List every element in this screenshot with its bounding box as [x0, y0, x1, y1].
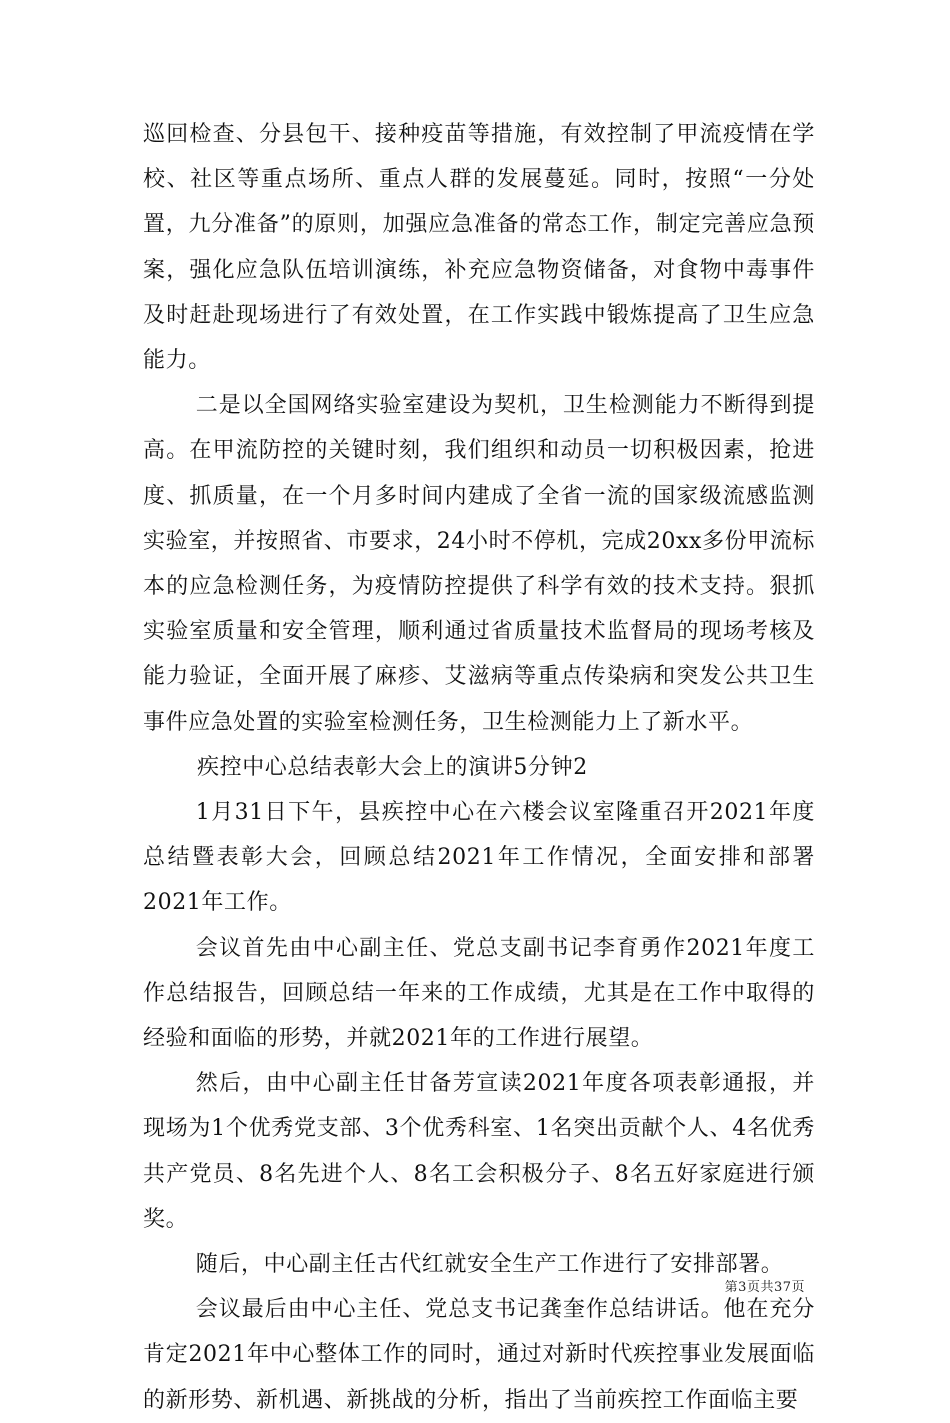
section-heading: 疾控中心总结表彰大会上的演讲5分钟2 [197, 754, 588, 780]
page-number: 第3页共37页 [724, 1280, 805, 1295]
paragraph-meeting-intro: 1月31日下午，县疾控中心在六楼会议室隆重召开2021年度总结暨表彰大会，回顾总结2021年工作情况，全面安排和部署2021年工作。 [143, 800, 815, 916]
document-body [143, 112, 815, 1423]
paragraph-safety: 随后，中心副主任古代红就安全生产工作进行了安排部署。 [195, 1252, 784, 1278]
paragraph-work-report: 会议首先由中心副主任、党总支副书记李育勇作2021年度工作总结报告，回顾总结一年来的工作成绩，尤其是在工作中取得的经验和面临的形势，并就2021年的工作进行展望。 [143, 935, 815, 1052]
paragraph-continued: 巡回检查、分县包干、接种疫苗等措施，有效控制了甲流疫情在学校、社区等重点场所、重点人群的发展蔓延。同时，按照“一分处置，九分准备”的原则，加强应急准备的常态工作，制定完善应急预案，强化应急队伍培训演练，补充应急物资储备，对食物中毒事件及时赶赴现场进行了有效处置，在工作实践中锻炼提高了卫生应急能力。 [143, 122, 815, 374]
paragraph-network-lab: 二是以全国网络实验室建设为契机，卫生检测能力不断得到提高。在甲流防控的关键时刻，我们组织和动员一切积极因素，抢进度、抓质量，在一个月多时间内建成了全省一流的国家级流感监测实验室，并按照省、市要求，24小时不停机，完成20xx多份甲流标本的应急检测任务，为疫情防控提供了科学有效的技术支持。狠抓实验室质量和安全管理，顺利通过省质量技术监督局的现场考核及能力验证，全面开展了麻疹、艾滋病等重点传染病和突发公共卫生事件应急处置的实验室检测任务，卫生检测能力上了新水平。 [143, 393, 816, 735]
paragraph-awards: 然后，由中心副主任甘备芳宣读2021年度各项表彰通报，并现场为1个优秀党支部、3个优秀科室、1名突出贡献个人、4名优秀共产党员、8名先进个人、8名工会积极分子、8名五好家庭进行颁奖。 [143, 1071, 815, 1232]
paragraph-closing-speech: 会议最后由中心主任、党总支书记龚奎作总结讲话。他在充分肯定2021年中心整体工作的同时，通过对新时代疾控事业发展面临的新形势、新机遇、新挑战的分析，指出了当前疾控工作面临主要 [143, 1297, 815, 1413]
